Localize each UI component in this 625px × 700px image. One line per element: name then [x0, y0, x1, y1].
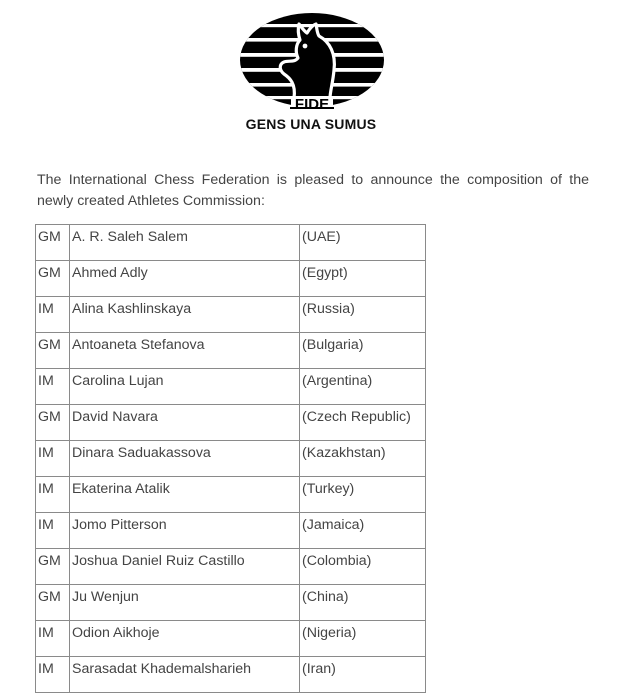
athletes-commission-table	[35, 224, 426, 693]
member-country: (Czech Republic)	[300, 405, 426, 441]
member-name: Ekaterina Atalik	[70, 477, 300, 513]
member-name: David Navara	[70, 405, 300, 441]
table-row	[36, 333, 426, 369]
member-country: (Jamaica)	[300, 513, 426, 549]
table-row	[36, 405, 426, 441]
member-name: Odion Aikhoje	[70, 621, 300, 657]
table-row	[36, 549, 426, 585]
member-title: IM	[36, 441, 70, 477]
table-row	[36, 225, 426, 261]
member-title: GM	[36, 261, 70, 297]
table-row	[36, 621, 426, 657]
member-title: IM	[36, 513, 70, 549]
member-name: Jomo Pitterson	[70, 513, 300, 549]
member-name: Alina Kashlinskaya	[70, 297, 300, 333]
member-title: IM	[36, 657, 70, 693]
member-country: (Argentina)	[300, 369, 426, 405]
member-title: GM	[36, 405, 70, 441]
member-name: Joshua Daniel Ruiz Castillo	[70, 549, 300, 585]
member-title: IM	[36, 477, 70, 513]
member-title: GM	[36, 549, 70, 585]
member-country: (Colombia)	[300, 549, 426, 585]
member-name: Sarasadat Khademalsharieh	[70, 657, 300, 693]
member-name: Carolina Lujan	[70, 369, 300, 405]
member-country: (Egypt)	[300, 261, 426, 297]
motto: GENS UNA SUMUS	[245, 116, 377, 132]
member-country: (Nigeria)	[300, 621, 426, 657]
member-country: (Kazakhstan)	[300, 441, 426, 477]
fide-wordmark: FIDE	[294, 96, 330, 113]
member-title: IM	[36, 369, 70, 405]
member-country: (Iran)	[300, 657, 426, 693]
announcement-text: The International Chess Federation is pleased to announce the composition of the newly created Athletes Commission:	[37, 172, 589, 209]
table-row	[36, 441, 426, 477]
member-country: (Russia)	[300, 297, 426, 333]
member-name: Ju Wenjun	[70, 585, 300, 621]
table-row	[36, 585, 426, 621]
member-country: (Turkey)	[300, 477, 426, 513]
table-row	[36, 297, 426, 333]
member-name: Antoaneta Stefanova	[70, 333, 300, 369]
member-country: (UAE)	[300, 225, 426, 261]
table-row	[36, 477, 426, 513]
table-row	[36, 369, 426, 405]
knight-globe-icon	[238, 8, 386, 133]
member-title: GM	[36, 585, 70, 621]
member-title: GM	[36, 333, 70, 369]
member-title: GM	[36, 225, 70, 261]
table-row	[36, 513, 426, 549]
fide-logo	[238, 8, 386, 133]
table-row	[36, 657, 426, 693]
table-row	[36, 261, 426, 297]
member-title: IM	[36, 621, 70, 657]
member-name: A. R. Saleh Salem	[70, 225, 300, 261]
member-country: (Bulgaria)	[300, 333, 426, 369]
member-name: Dinara Saduakassova	[70, 441, 300, 477]
member-name: Ahmed Adly	[70, 261, 300, 297]
member-country: (China)	[300, 585, 426, 621]
member-title: IM	[36, 297, 70, 333]
